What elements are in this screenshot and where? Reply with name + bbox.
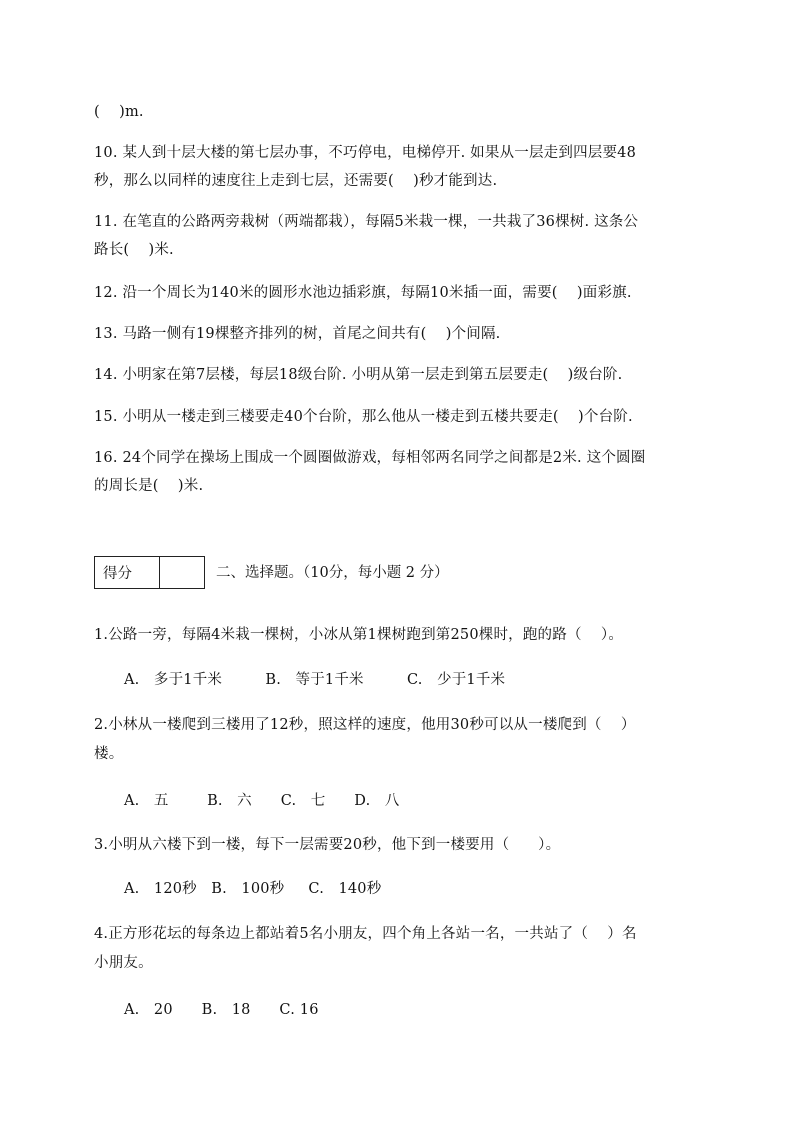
choice-question-3-options: A. 120秒 B. 100秒 C. 140秒: [124, 881, 382, 897]
choice-question-1-options: A. 多于1千米 B. 等于1千米 C. 少于1千米: [124, 672, 506, 688]
question-16-line-1: 16. 24个同学在操场上围成一个圆圈做游戏，每相邻两名同学之间都是2米. 这个圆圈: [94, 450, 646, 466]
question-15: 15. 小明从一楼走到三楼要走40个台阶，那么他从一楼走到五楼共要走( )个台阶.: [94, 409, 633, 425]
question-13: 13. 马路一侧有19棵整齐排列的树，首尾之间共有( )个间隔.: [94, 326, 501, 342]
choice-question-4-line-2: 小朋友。: [94, 955, 153, 971]
score-box: [94, 556, 205, 589]
section-title: 二、选择题。（10分，每小题 2 分）: [216, 565, 449, 581]
question-10-line-1: 10. 某人到十层大楼的第七层办事，不巧停电，电梯停开. 如果从一层走到四层要48: [94, 145, 637, 161]
question-16-line-2: 的周长是( )米.: [94, 478, 204, 494]
score-blank-cell: [160, 557, 204, 588]
choice-question-3: 3.小明从六楼下到一楼，每下一层需要20秒，他下到一楼要用（ ）。: [94, 837, 561, 853]
question-9-tail: ( )m.: [94, 104, 144, 120]
question-11-line-2: 路长( )米.: [94, 242, 174, 258]
choice-question-2-options: A. 五 B. 六 C. 七 D. 八: [124, 793, 400, 809]
choice-question-2-line-1: 2.小林从一楼爬到三楼用了12秒，照这样的速度，他用30秒可以从一楼爬到（ ）: [94, 717, 636, 733]
choice-question-2-line-2: 楼。: [94, 746, 124, 762]
question-14: 14. 小明家在第7层楼，每层18级台阶. 小明从第一层走到第五层要走( )级台阶.: [94, 367, 623, 383]
question-12: 12. 沿一个周长为140米的圆形水池边插彩旗，每隔10米插一面，需要( )面彩旗.: [94, 285, 632, 301]
question-10-line-2: 秒，那么以同样的速度往上走到七层，还需要( )秒才能到达.: [94, 173, 498, 189]
choice-question-4-options: A. 20 B. 18 C. 16: [124, 1002, 319, 1018]
choice-question-1: 1.公路一旁，每隔4米栽一棵树，小冰从第1棵树跑到第250棵时，跑的路（ ）。: [94, 627, 624, 643]
choice-question-4-line-1: 4.正方形花坛的每条边上都站着5名小朋友，四个角上各站一名，一共站了（ ）名: [94, 926, 637, 942]
score-label: 得分: [95, 557, 160, 588]
question-11-line-1: 11. 在笔直的公路两旁栽树（两端都栽），每隔5米栽一棵，一共栽了36棵树. 这条公: [94, 214, 639, 230]
